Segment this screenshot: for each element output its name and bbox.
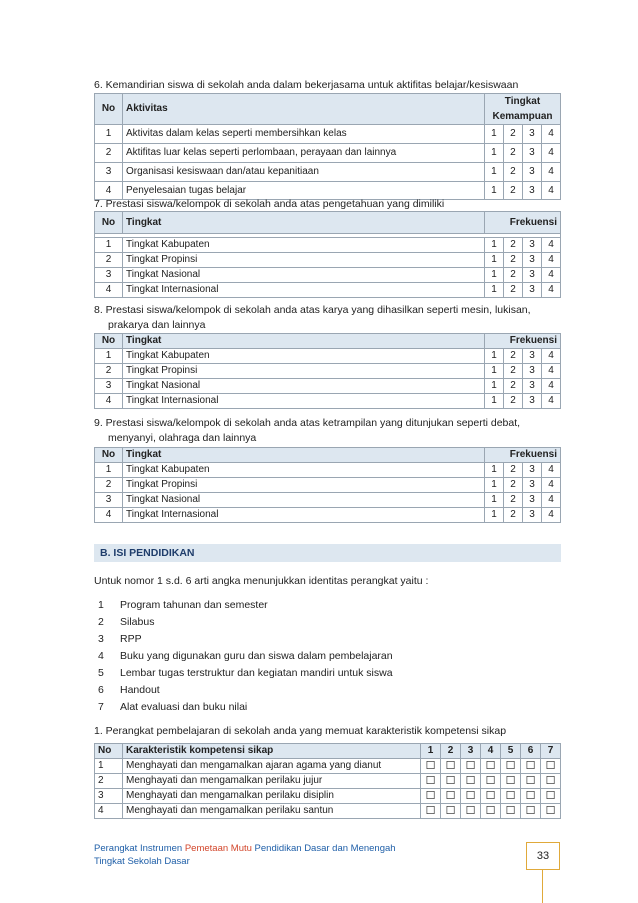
scale-option[interactable]: 1 xyxy=(485,283,504,298)
col-item: Tingkat xyxy=(123,212,485,234)
list-item xyxy=(98,597,393,614)
table-row xyxy=(95,789,561,804)
list-item xyxy=(98,614,393,631)
checkbox[interactable]: ☐ xyxy=(441,789,461,804)
list-item-number: 2 xyxy=(98,616,104,628)
checkbox[interactable]: ☐ xyxy=(541,759,561,774)
list-item-number: 6 xyxy=(98,684,104,696)
checkbox[interactable]: ☐ xyxy=(421,759,441,774)
row-no: 4 xyxy=(95,182,123,200)
list-item-label: Lembar tugas terstruktur dan kegiatan mandiri untuk siswa xyxy=(120,667,393,679)
row-no: 4 xyxy=(95,394,123,409)
checkbox[interactable]: ☐ xyxy=(441,774,461,789)
row-label: Tingkat Propinsi xyxy=(123,253,485,268)
scale-option[interactable]: 4 xyxy=(541,144,560,163)
scale-option[interactable]: 1 xyxy=(485,508,504,523)
list-item-label: Silabus xyxy=(120,616,155,628)
scale-option[interactable]: 2 xyxy=(504,238,523,253)
scale-option[interactable]: 4 xyxy=(541,125,560,144)
list-item-number: 5 xyxy=(98,667,104,679)
scale-option[interactable]: 4 xyxy=(542,394,561,409)
col-item: Tingkat xyxy=(123,334,485,349)
scale-option[interactable]: 2 xyxy=(504,349,523,364)
col-item: Karakteristik kompetensi sikap xyxy=(123,744,421,759)
page-number-rule xyxy=(542,869,543,903)
scale-option[interactable]: 1 xyxy=(485,268,504,283)
col-scale: 6 xyxy=(521,744,541,759)
scale-option[interactable]: 4 xyxy=(542,349,561,364)
row-no: 2 xyxy=(95,364,123,379)
col-level: Frekuensi xyxy=(485,212,561,234)
checkbox[interactable]: ☐ xyxy=(541,804,561,819)
list-item xyxy=(98,648,393,665)
row-no: 2 xyxy=(95,478,123,493)
list-item-number: 1 xyxy=(98,599,104,611)
footer-text: Perangkat Instrumen xyxy=(94,843,185,854)
footer-highlight: Pemetaan Mutu xyxy=(184,843,252,854)
list-item-number: 7 xyxy=(98,701,104,713)
row-label: Tingkat Internasional xyxy=(123,508,485,523)
row-no: 4 xyxy=(95,804,123,819)
scale-option[interactable]: 1 xyxy=(485,253,504,268)
col-no: No xyxy=(95,334,123,349)
question-8-line2: prakarya dan lainnya xyxy=(108,319,206,331)
footer-line1 xyxy=(94,842,396,855)
list-item-label: Program tahunan dan semester xyxy=(120,599,268,611)
row-no: 4 xyxy=(95,283,123,298)
scale-option[interactable]: 3 xyxy=(523,394,542,409)
scale-option[interactable]: 2 xyxy=(504,253,523,268)
scale-option[interactable]: 3 xyxy=(522,125,541,144)
row-label: Menghayati dan mengamalkan perilaku disiplin xyxy=(123,789,421,804)
checkbox[interactable]: ☐ xyxy=(501,789,521,804)
row-no: 3 xyxy=(95,493,123,508)
scale-option[interactable]: 1 xyxy=(484,163,503,182)
scale-option[interactable]: 4 xyxy=(542,379,561,394)
row-no: 3 xyxy=(95,163,123,182)
row-no: 1 xyxy=(95,759,123,774)
scale-option[interactable]: 3 xyxy=(523,283,542,298)
table-row xyxy=(95,349,561,364)
list-item xyxy=(98,631,393,648)
row-label: Tingkat Propinsi xyxy=(123,478,485,493)
row-label: Tingkat Kabupaten xyxy=(123,238,485,253)
footer-text: Pendidikan Dasar dan Menengah xyxy=(251,843,396,854)
checkbox[interactable]: ☐ xyxy=(461,789,481,804)
scale-option[interactable]: 1 xyxy=(484,182,503,200)
q9-table xyxy=(94,447,561,523)
scale-option[interactable]: 4 xyxy=(542,283,561,298)
scale-option[interactable]: 2 xyxy=(504,463,523,478)
scale-option[interactable]: 1 xyxy=(484,144,503,163)
scale-option[interactable]: 3 xyxy=(523,463,542,478)
row-no: 2 xyxy=(95,253,123,268)
row-no: 1 xyxy=(95,125,123,144)
scale-option[interactable]: 4 xyxy=(542,268,561,283)
list-item-number: 4 xyxy=(98,650,104,662)
scale-option[interactable]: 2 xyxy=(504,508,523,523)
page-number: 33 xyxy=(526,842,560,870)
col-item: Aktivitas xyxy=(123,94,485,125)
q8-table xyxy=(94,333,561,409)
table-row xyxy=(95,253,561,268)
scale-option[interactable]: 1 xyxy=(485,394,504,409)
table-row xyxy=(95,804,561,819)
row-no: 1 xyxy=(95,238,123,253)
scale-option[interactable]: 3 xyxy=(523,268,542,283)
scale-option[interactable]: 2 xyxy=(503,163,522,182)
row-no: 2 xyxy=(95,144,123,163)
row-label: Menghayati dan mengamalkan perilaku santun xyxy=(123,804,421,819)
checkbox[interactable]: ☐ xyxy=(541,774,561,789)
checkbox[interactable]: ☐ xyxy=(521,789,541,804)
col-scale: 7 xyxy=(541,744,561,759)
question-9-line1: 9. Prestasi siswa/kelompok di sekolah anda atas ketrampilan yang ditunjukan seperti debat, xyxy=(94,417,521,429)
device-list xyxy=(98,597,393,716)
question-6-text: 6. Kemandirian siswa di sekolah anda dalam bekerjasama untuk aktifitas belajar/kesiswaan xyxy=(94,79,519,91)
row-label: Tingkat Kabupaten xyxy=(123,349,485,364)
scale-option[interactable]: 1 xyxy=(485,238,504,253)
table-row xyxy=(95,364,561,379)
checkbox[interactable]: ☐ xyxy=(521,759,541,774)
scale-option[interactable]: 2 xyxy=(503,125,522,144)
scale-option[interactable]: 1 xyxy=(485,463,504,478)
row-no: 3 xyxy=(95,789,123,804)
row-label: Menghayati dan mengamalkan ajaran agama yang dianut xyxy=(123,759,421,774)
checkbox[interactable]: ☐ xyxy=(501,804,521,819)
checkbox[interactable]: ☐ xyxy=(421,774,441,789)
list-item xyxy=(98,699,393,716)
col-scale: 4 xyxy=(481,744,501,759)
scale-option[interactable]: 4 xyxy=(542,364,561,379)
list-item-label: Buku yang digunakan guru dan siswa dalam pembelajaran xyxy=(120,650,393,662)
checkbox[interactable]: ☐ xyxy=(481,759,501,774)
checkbox[interactable]: ☐ xyxy=(441,759,461,774)
scale-option[interactable]: 4 xyxy=(542,253,561,268)
row-no: 3 xyxy=(95,268,123,283)
checkbox[interactable]: ☐ xyxy=(521,774,541,789)
scale-option[interactable]: 3 xyxy=(523,238,542,253)
checkbox[interactable]: ☐ xyxy=(461,774,481,789)
scale-option[interactable]: 4 xyxy=(542,508,561,523)
scale-option[interactable]: 3 xyxy=(522,163,541,182)
question-8-text xyxy=(94,303,562,333)
checkbox[interactable]: ☐ xyxy=(481,774,501,789)
table-row xyxy=(95,125,561,144)
col-no: No xyxy=(95,212,123,234)
page-footer xyxy=(94,842,396,868)
row-label: Tingkat Nasional xyxy=(123,493,485,508)
checkbox[interactable]: ☐ xyxy=(501,759,521,774)
section-b-title: B. ISI PENDIDIKAN xyxy=(100,547,195,559)
table-row xyxy=(95,238,561,253)
scale-option[interactable]: 4 xyxy=(542,478,561,493)
table-row xyxy=(95,283,561,298)
list-item xyxy=(98,682,393,699)
col-no: No xyxy=(95,94,123,125)
col-item: Tingkat xyxy=(123,448,485,463)
scale-option[interactable]: 4 xyxy=(542,238,561,253)
question-9-line2: menyanyi, olahraga dan lainnya xyxy=(108,432,257,444)
q6-table xyxy=(94,93,561,200)
table-row xyxy=(95,508,561,523)
scale-option[interactable]: 1 xyxy=(485,379,504,394)
scale-option[interactable]: 3 xyxy=(523,379,542,394)
footer-line2: Tingkat Sekolah Dasar xyxy=(94,856,190,867)
scale-option[interactable]: 3 xyxy=(523,478,542,493)
checkbox[interactable]: ☐ xyxy=(521,804,541,819)
scale-option[interactable]: 3 xyxy=(522,144,541,163)
scale-option[interactable]: 3 xyxy=(523,349,542,364)
table-header-row xyxy=(95,94,561,125)
table-row xyxy=(95,478,561,493)
section-b-header xyxy=(94,544,561,562)
row-label: Tingkat Propinsi xyxy=(123,364,485,379)
scale-option[interactable]: 3 xyxy=(523,493,542,508)
checkbox[interactable]: ☐ xyxy=(421,804,441,819)
scale-option[interactable]: 2 xyxy=(503,144,522,163)
col-level: Tingkat Kemampuan xyxy=(484,94,560,125)
table-row xyxy=(95,493,561,508)
row-label: Tingkat Internasional xyxy=(123,394,485,409)
checkbox[interactable]: ☐ xyxy=(541,789,561,804)
scale-option[interactable]: 1 xyxy=(485,364,504,379)
table-row xyxy=(95,379,561,394)
question-8-line1: 8. Prestasi siswa/kelompok di sekolah anda atas karya yang dihasilkan seperti mesin, lukisan, xyxy=(94,304,531,316)
scale-option[interactable]: 2 xyxy=(504,478,523,493)
scale-option[interactable]: 2 xyxy=(504,364,523,379)
col-scale: 2 xyxy=(441,744,461,759)
scale-option[interactable]: 4 xyxy=(542,493,561,508)
table-header-row xyxy=(95,448,561,463)
scale-option[interactable]: 4 xyxy=(541,182,560,200)
scale-option[interactable]: 1 xyxy=(485,493,504,508)
scale-option[interactable]: 3 xyxy=(522,182,541,200)
table-row xyxy=(95,144,561,163)
col-scale: 1 xyxy=(421,744,441,759)
row-label: Aktivitas dalam kelas seperti membersihkan kelas xyxy=(123,125,485,144)
row-label: Organisasi kesiswaan dan/atau kepanitiaan xyxy=(123,163,485,182)
checkbox[interactable]: ☐ xyxy=(481,804,501,819)
row-no: 2 xyxy=(95,774,123,789)
row-no: 4 xyxy=(95,508,123,523)
scale-option[interactable]: 2 xyxy=(504,394,523,409)
checkbox[interactable]: ☐ xyxy=(481,789,501,804)
col-level: Frekuensi xyxy=(485,448,561,463)
scale-option[interactable]: 2 xyxy=(503,182,522,200)
table-row xyxy=(95,774,561,789)
question-b1-text: 1. Perangkat pembelajaran di sekolah anda yang memuat karakteristik kompetensi sikap xyxy=(94,725,507,737)
col-level: Frekuensi xyxy=(485,334,561,349)
row-label: Tingkat Nasional xyxy=(123,379,485,394)
checkbox[interactable]: ☐ xyxy=(461,759,481,774)
table-row xyxy=(95,163,561,182)
scale-option[interactable]: 2 xyxy=(504,283,523,298)
list-item xyxy=(98,665,393,682)
scale-option[interactable]: 3 xyxy=(523,508,542,523)
scale-option[interactable]: 1 xyxy=(485,349,504,364)
row-no: 1 xyxy=(95,349,123,364)
row-label: Tingkat Internasional xyxy=(123,283,485,298)
row-label: Penyelesaian tugas belajar xyxy=(123,182,485,200)
row-label: Tingkat Kabupaten xyxy=(123,463,485,478)
list-item-label: Handout xyxy=(120,684,160,696)
list-item-label: RPP xyxy=(120,633,142,645)
checkbox[interactable]: ☐ xyxy=(421,789,441,804)
scale-option[interactable]: 3 xyxy=(523,253,542,268)
row-no: 1 xyxy=(95,463,123,478)
row-label: Tingkat Nasional xyxy=(123,268,485,283)
col-no: No xyxy=(95,744,123,759)
table-header-row xyxy=(95,334,561,349)
scale-option[interactable]: 3 xyxy=(523,364,542,379)
scale-option[interactable]: 2 xyxy=(504,268,523,283)
table-row xyxy=(95,394,561,409)
checkbox[interactable]: ☐ xyxy=(441,804,461,819)
col-no: No xyxy=(95,448,123,463)
table-header-row xyxy=(95,212,561,234)
row-label: Aktifitas luar kelas seperti perlombaan, perayaan dan lainnya xyxy=(123,144,485,163)
col-scale: 5 xyxy=(501,744,521,759)
question-7-text: 7. Prestasi siswa/kelompok di sekolah anda atas pengetahuan yang dimiliki xyxy=(94,198,445,210)
scale-option[interactable]: 1 xyxy=(484,125,503,144)
qb1-table xyxy=(94,743,561,819)
checkbox[interactable]: ☐ xyxy=(461,804,481,819)
row-label: Menghayati dan mengamalkan perilaku jujur xyxy=(123,774,421,789)
device-intro-text: Untuk nomor 1 s.d. 6 arti angka menunjukkan identitas perangkat yaitu : xyxy=(94,575,429,587)
scale-option[interactable]: 1 xyxy=(485,478,504,493)
list-item-label: Alat evaluasi dan buku nilai xyxy=(120,701,248,713)
table-row xyxy=(95,268,561,283)
scale-option[interactable]: 2 xyxy=(504,379,523,394)
list-item-number: 3 xyxy=(98,633,104,645)
table-row xyxy=(95,759,561,774)
row-no: 3 xyxy=(95,379,123,394)
scale-option[interactable]: 4 xyxy=(541,163,560,182)
scale-option[interactable]: 4 xyxy=(542,463,561,478)
q7-table xyxy=(94,211,561,298)
table-header-row xyxy=(95,744,561,759)
question-9-text xyxy=(94,416,562,446)
col-scale: 3 xyxy=(461,744,481,759)
table-row xyxy=(95,463,561,478)
checkbox[interactable]: ☐ xyxy=(501,774,521,789)
scale-option[interactable]: 2 xyxy=(504,493,523,508)
